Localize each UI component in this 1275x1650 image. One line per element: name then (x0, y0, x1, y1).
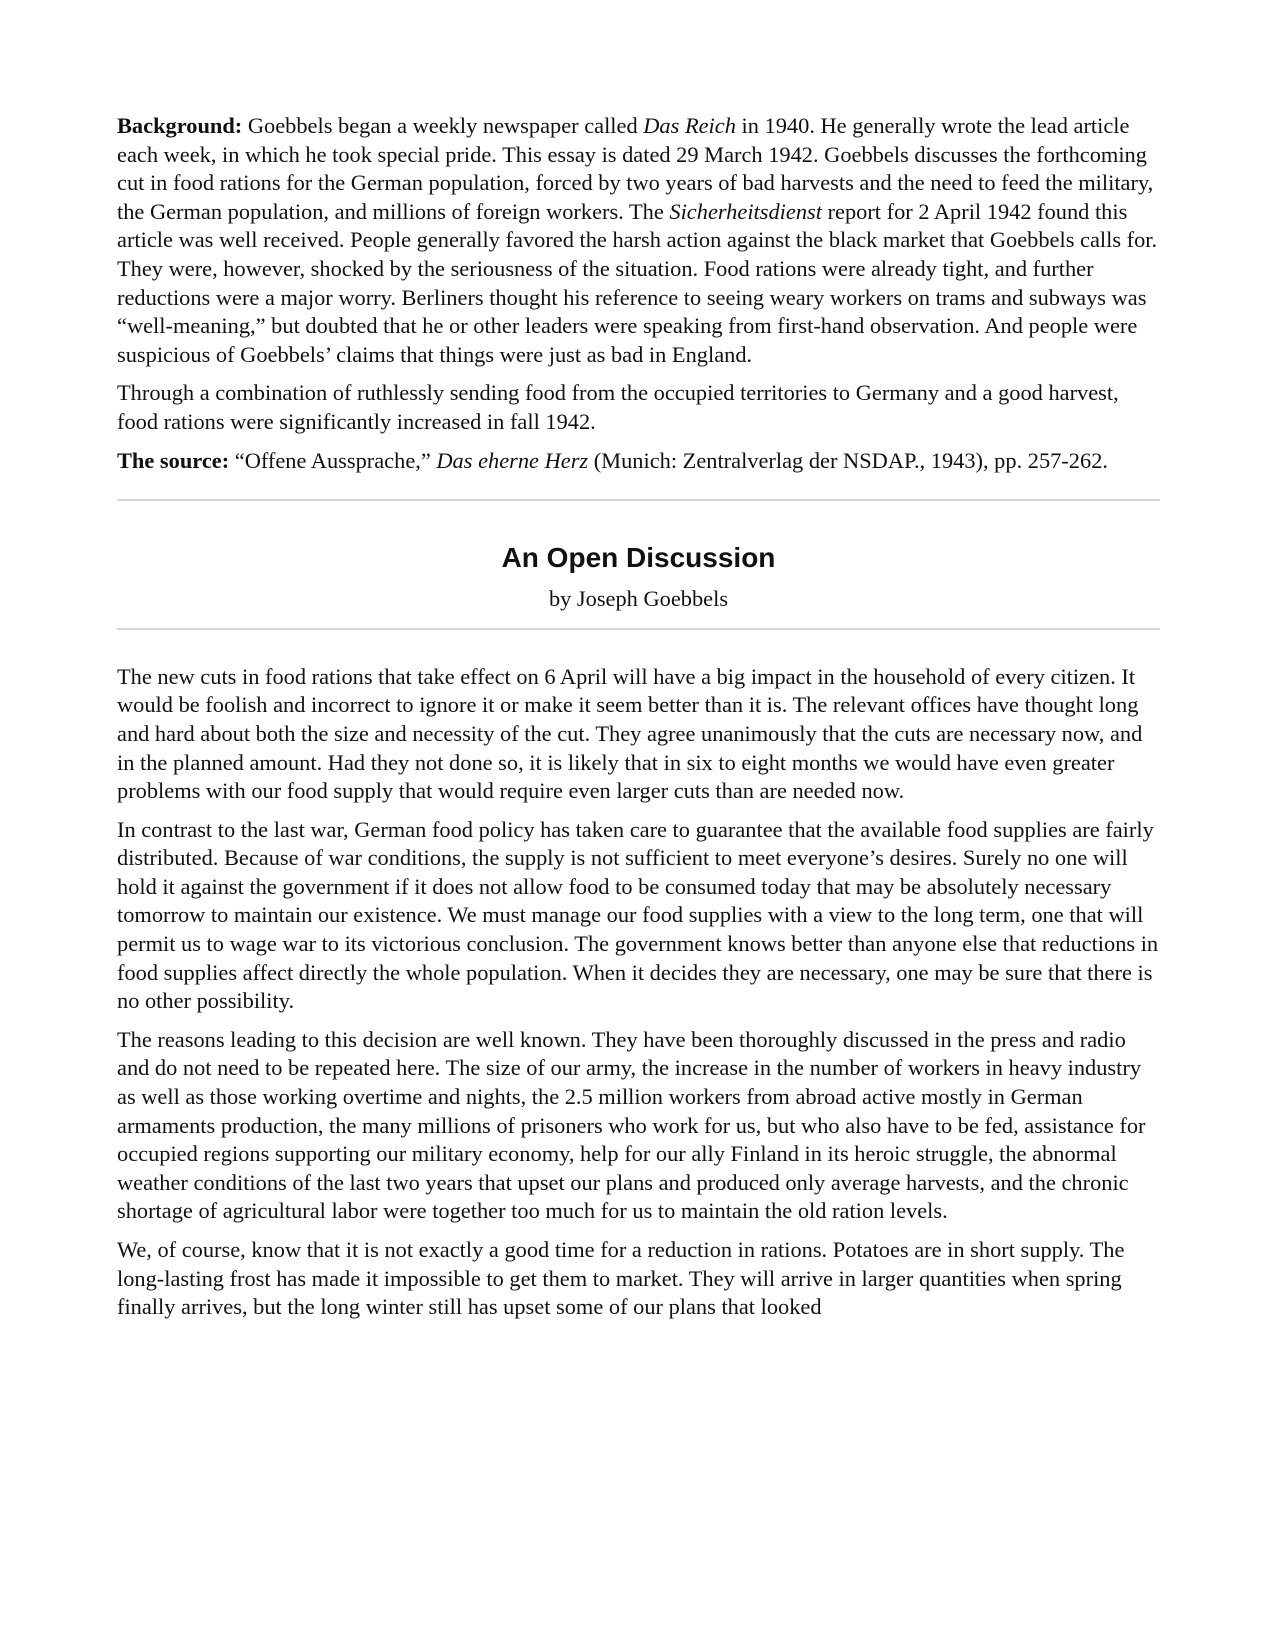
newspaper-title: Das Reich (643, 113, 736, 138)
background-text-1: Goebbels began a weekly newspaper called (242, 113, 644, 138)
article-title: An Open Discussion (501, 542, 776, 574)
background-text-2: in 1940. He generally wrote the lead article each week, in which he took special pride. This essay is dated 29 March 1942. Goebbels discusses the forthcoming cut in food rations for the German population, forced by two years of bad harvests and the need to feed the military, the German population, and millions of foreign workers. The (117, 113, 1154, 224)
aftermath-paragraph: Through a combination of ruthlessly sending food from the occupied territories to Germany and a good harvest, food rations were significantly increased in fall 1942. (117, 380, 1119, 434)
source-text-1: “Offene Aussprache,” (229, 447, 437, 473)
background-paragraph (117, 112, 1160, 369)
background-label: Background: (117, 113, 243, 138)
source-label: The source: (117, 447, 230, 473)
article-byline: by Joseph Goebbels (548, 586, 729, 612)
article-paragraph: We, of course, know that it is not exactly a good time for a reduction in rations. Potatoes are in short supply. The long-lasting frost has made it impossible to get them to market. They will arrive in larger quantities when spring finally arrives, but the long winter still has upset some of our plans that looked (117, 1237, 1125, 1320)
section-divider-bottom (117, 628, 1160, 630)
background-text-3: report for 2 April 1942 found this article was well received. People generally favored the harsh action against the black market that Goebbels calls for. They were, however, shocked by the seriousness of the situation. Food rations were already tight, and further reductions were a major worry. Berliners thought his reference to seeing weary workers on trams and subways was “well-meaning,” but doubted that he or other leaders were speaking from first-hand observation. And people were suspicious of Goebbels’ claims that things were just as bad in England. (117, 198, 1158, 367)
article-body (117, 663, 1160, 1322)
section-divider-top (117, 499, 1160, 501)
source-text-2: (Munich: Zentralverlag der NSDAP., 1943), pp. 257-262. (588, 447, 1108, 473)
source-book-title: Das eherne Herz (436, 447, 589, 473)
article-paragraph: The new cuts in food rations that take effect on 6 April will have a big impact in the household of every citizen. It would be foolish and incorrect to ignore it or make it seem better than it is. The relevant offices have thought long and hard about both the size and necessity of the cut. They agree unanimously that the cuts are necessary now, and in the planned amount. Had they not done so, it is likely that in six to eight months we would have even greater problems with our food supply that would require even larger cuts than are needed now. (117, 663, 1143, 804)
source-paragraph (117, 447, 1160, 476)
article-paragraph: In contrast to the last war, German food policy has taken care to guarantee that the available food supplies are fairly distributed. Because of war conditions, the supply is not sufficient to meet everyone’s desires. Surely no one will hold it against the government if it does not allow food to be consumed today that may be absolutely necessary tomorrow to maintain our existence. We must manage our food supplies with a view to the long term, one that will permit us to wage war to its victorious conclusion. The government knows better than anyone else that reductions in food supplies affect directly the whole population. When it decides they are necessary, one may be sure that there is no other possibility. (117, 816, 1159, 1014)
document-page (117, 112, 1160, 1332)
sicherheitsdienst-term: Sicherheitsdienst (669, 198, 822, 224)
article-paragraph: The reasons leading to this decision are well known. They have been thoroughly discussed in the press and radio and do not need to be repeated here. The size of our army, the increase in the number of workers in heavy industry as well as those working overtime and nights, the 2.5 million workers from abroad active mostly in German armaments production, the many millions of prisoners who work for us, but who also have to be fed, assistance for occupied regions supporting our military economy, help for our ally Finland in its heroic struggle, the abnormal weather conditions of the last two years that upset our plans and produced only average harvests, and the chronic shortage of agricultural labor were together too much for us to maintain the old ration levels. (117, 1026, 1146, 1224)
